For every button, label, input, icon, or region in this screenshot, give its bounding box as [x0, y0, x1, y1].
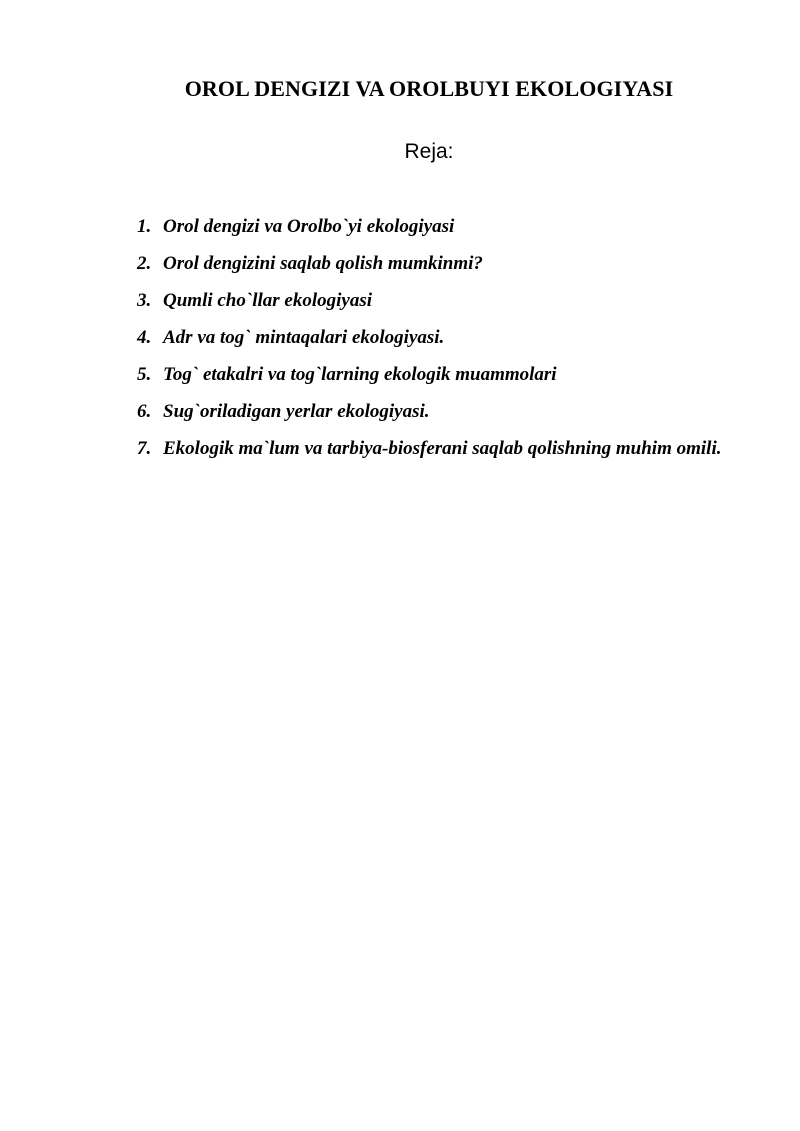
plan-item-number: 2.: [137, 253, 152, 274]
plan-item-text: Adr va tog` mintaqalari ekologiyasi.: [163, 327, 445, 348]
plan-item-number: 7.: [137, 438, 152, 459]
plan-item-number: 5.: [137, 364, 152, 385]
plan-item: [137, 245, 757, 282]
plan-item: [137, 319, 757, 356]
plan-heading: Reja:: [404, 140, 454, 163]
plan-item-number: 3.: [137, 290, 152, 311]
plan-item: [137, 356, 757, 393]
plan-item-text: Tog` etakalri va tog`larning ekologik muammolari: [163, 364, 557, 385]
plan-item: [137, 282, 757, 319]
plan-list: [137, 208, 757, 467]
plan-item-text: Sug`oriladigan yerlar ekologiyasi.: [163, 401, 430, 422]
document-title: OROL DENGIZI VA OROLBUYI EKOLOGIYASI: [184, 76, 674, 101]
plan-item-text: Qumli cho`llar ekologiyasi: [163, 290, 372, 311]
plan-item: [137, 430, 757, 467]
plan-item-number: 4.: [137, 327, 152, 348]
plan-item-text: Orol dengizi va Orolbo`yi ekologiyasi: [163, 216, 455, 237]
plan-item: [137, 393, 757, 430]
plan-item-number: 6.: [137, 401, 152, 422]
plan-item-text: Orol dengizini saqlab qolish mumkinmi?: [163, 253, 483, 274]
plan-item: [137, 208, 757, 245]
plan-item-text: Ekologik ma`lum va tarbiya-biosferani saqlab qolishning muhim omili.: [163, 438, 722, 459]
plan-item-number: 1.: [137, 216, 152, 237]
